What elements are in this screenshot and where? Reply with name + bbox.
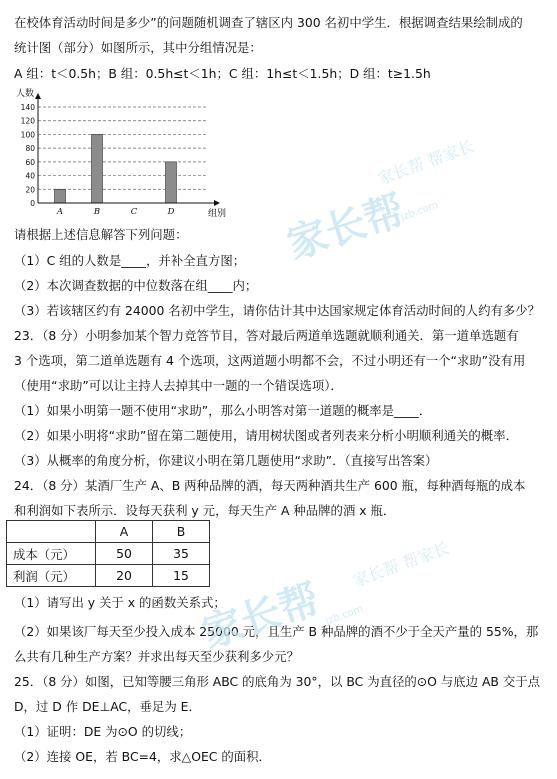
text-line: 24．（8 分）某酒厂生产 A、B 两种品牌的酒，每天两种酒共生产 600 瓶，每种酒每瓶的成本 xyxy=(14,478,526,493)
text-line: 请根据上述信息解答下列问题： xyxy=(14,227,188,242)
table-header-cell xyxy=(7,521,96,543)
table-cell: 15 xyxy=(153,565,210,587)
x-tick-label: A xyxy=(56,207,64,217)
table-row xyxy=(7,543,210,565)
y-tick-label: 100 xyxy=(20,130,35,140)
text-line: A 组：t＜0.5h；B 组：0.5h≤t＜1h；C 组：1h≤t＜1.5h；D 组：t≥1.5h xyxy=(14,66,431,81)
table-header-cell: A xyxy=(96,521,153,543)
watermark-logo: 家长帮 xyxy=(196,576,326,658)
y-axis-label: 人数 xyxy=(16,89,35,99)
table-row xyxy=(7,565,210,587)
watermark-logo: 家长帮 xyxy=(281,187,411,269)
text-line: （1）C 组的人数是____，并补全直方图； xyxy=(14,253,246,268)
text-line: （2）如果该厂每天至少投入成本 25000 元，且生产 B 种品牌的酒不少于全天产量的 55%，那 xyxy=(14,624,539,639)
text-line: （1）证明：DE 为⊙O 的切线； xyxy=(14,724,192,739)
y-tick-label: 140 xyxy=(20,103,35,112)
y-tick-label: 80 xyxy=(25,144,35,154)
text-line: （使用“求助”可以让主持人去掉其中一题的一个错误选项）． xyxy=(14,378,343,393)
text-line: 和利润如下表所示．设每天获利 y 元，每天生产 A 种品牌的酒 x 瓶． xyxy=(14,503,396,518)
x-axis-arrow xyxy=(214,200,220,206)
table-cell: 20 xyxy=(96,565,153,587)
text-line: 3 个选项，第二道单选题有 4 个选项，这两道题小明都不会，不过小明还有一个“求助”没有用 xyxy=(14,353,526,368)
watermark-text: 家长帮 帮家长 xyxy=(375,136,477,189)
y-tick-label: 60 xyxy=(25,157,35,167)
table-cell: 35 xyxy=(153,543,210,565)
bar-B xyxy=(92,134,103,203)
text-line: （2）连接 OE，若 BC=4，求△OEC 的面积． xyxy=(14,749,271,764)
y-tick-label: 20 xyxy=(25,185,35,195)
table-cell: 利润（元） xyxy=(7,565,96,587)
y-tick-label: 0 xyxy=(30,199,35,208)
text-line: 在校体育活动时间是多少”的问题随机调查了辖区内 300 名初中学生．根据调查结果绘制成的 xyxy=(14,15,523,30)
watermark-url: jzb.com xyxy=(324,603,365,628)
text-line: （2）如果小明将“求助”留在第二题使用，请用树状图或者列表来分析小明顺利通关的概率． xyxy=(14,428,518,443)
watermark-text: 家长帮 帮家长 xyxy=(350,538,452,591)
text-line: （1）如果小明第一题不使用“求助”，那么小明答对第一道题的概率是____． xyxy=(14,403,432,418)
text-line: （1）请写出 y 关于 x 的函数关系式； xyxy=(14,595,226,610)
text-line: （2）本次调查数据的中位数落在组____内； xyxy=(14,278,258,293)
y-tick-label: 120 xyxy=(20,116,35,126)
cost-profit-table xyxy=(6,520,210,587)
watermark-url: jzb.com xyxy=(399,199,440,224)
x-tick-label: B xyxy=(93,207,101,217)
x-axis-label: 组别 xyxy=(208,209,227,219)
y-axis-arrow xyxy=(35,93,41,99)
text-line: D，过 D 作 DE⊥AC，垂足为 E． xyxy=(14,699,201,714)
text-line: 统计图（部分）如图所示，其中分组情况是： xyxy=(14,40,262,55)
table-header-cell: B xyxy=(153,521,210,543)
text-line: 23．（8 分）小明参加某个智力竞答节目，答对最后两道单选题就顺利通关．第一道单选题有 xyxy=(14,328,519,343)
table-cell: 成本（元） xyxy=(7,543,96,565)
bar-A xyxy=(55,189,66,203)
text-line: （3）从概率的角度分析，你建议小明在第几题使用“求助”．（直接写出答案） xyxy=(14,453,438,468)
x-tick-label: C xyxy=(130,207,138,217)
histogram-chart xyxy=(14,85,254,220)
bar-D xyxy=(166,162,177,203)
y-tick-label: 40 xyxy=(25,171,35,181)
text-line: （3）若该辖区约有 24000 名初中学生，请你估计其中达国家规定体育活动时间的人约有多少？ xyxy=(14,303,541,318)
text-line: 么共有几种生产方案？并求出每天至少获利多少元？ xyxy=(14,649,299,664)
table-cell: 50 xyxy=(96,543,153,565)
table-header-row xyxy=(7,521,210,543)
text-line: 25．（8 分）如图，已知等腰三角形 ABC 的底角为 30°，以 BC 为直径的⊙O 与底边 AB 交于点 xyxy=(14,674,541,689)
x-tick-label: D xyxy=(167,207,175,217)
